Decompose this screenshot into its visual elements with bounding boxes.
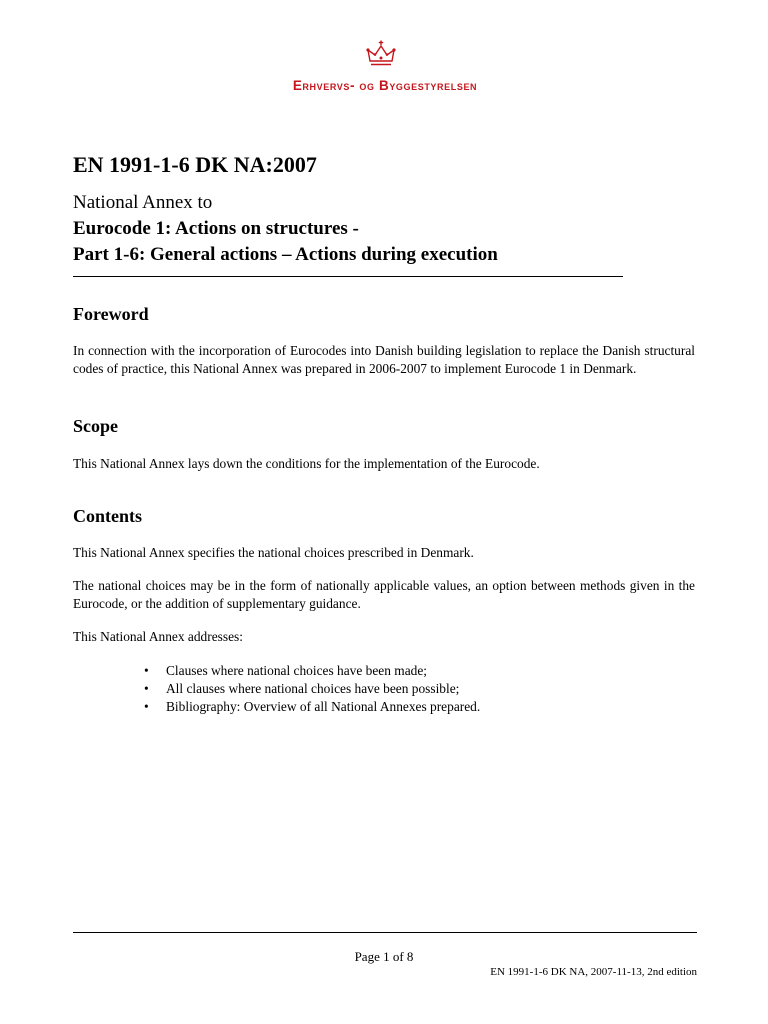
bullet-marker: • bbox=[144, 663, 149, 678]
edition-note: EN 1991-1-6 DK NA, 2007-11-13, 2nd edition bbox=[490, 966, 697, 978]
subtitle-line-1: National Annex to bbox=[73, 192, 213, 213]
contents-choices: The national choices may be in the form of nationally applicable values, an option between methods given in the Eurocode, or the addition of supplementary guidance. bbox=[73, 578, 695, 611]
document-title: EN 1991-1-6 DK NA:2007 bbox=[73, 152, 317, 177]
list-item bbox=[140, 662, 480, 680]
footer-divider bbox=[73, 932, 697, 933]
list-item-text: Clauses where national choices have been made; bbox=[166, 663, 428, 678]
subtitle-line-2: Eurocode 1: Actions on structures - bbox=[73, 218, 359, 239]
title-divider bbox=[73, 276, 623, 277]
foreword-heading: Foreword bbox=[73, 304, 149, 324]
crown-icon bbox=[366, 40, 396, 68]
contents-intro: This National Annex specifies the national choices prescribed in Denmark. bbox=[73, 545, 474, 560]
list-item bbox=[140, 680, 480, 698]
scope-heading: Scope bbox=[73, 416, 118, 436]
subtitle-line-3: Part 1-6: General actions – Actions during execution bbox=[73, 244, 498, 265]
foreword-text: In connection with the incorporation of Eurocodes into Danish building legislation to replace the Danish structural codes of practice, this National Annex was prepared in 2006-2007 to implement Eurocode 1 in Denmark. bbox=[73, 343, 695, 376]
page-number: Page 1 of 8 bbox=[354, 949, 414, 964]
agency-name: Erhvervs- og Byggestyrelsen bbox=[292, 78, 478, 93]
scope-text: This National Annex lays down the conditions for the implementation of the Eurocode. bbox=[73, 456, 540, 471]
agency-logo bbox=[260, 40, 510, 100]
document-subtitle bbox=[73, 190, 498, 268]
bullet-marker: • bbox=[144, 699, 149, 714]
contents-list bbox=[140, 662, 480, 716]
list-item-text: All clauses where national choices have been possible; bbox=[166, 681, 460, 696]
contents-addresses: This National Annex addresses: bbox=[73, 629, 243, 644]
list-item bbox=[140, 698, 480, 716]
bullet-marker: • bbox=[144, 681, 149, 696]
list-item-text: Bibliography: Overview of all National Annexes prepared. bbox=[166, 699, 481, 714]
contents-heading: Contents bbox=[73, 506, 143, 526]
